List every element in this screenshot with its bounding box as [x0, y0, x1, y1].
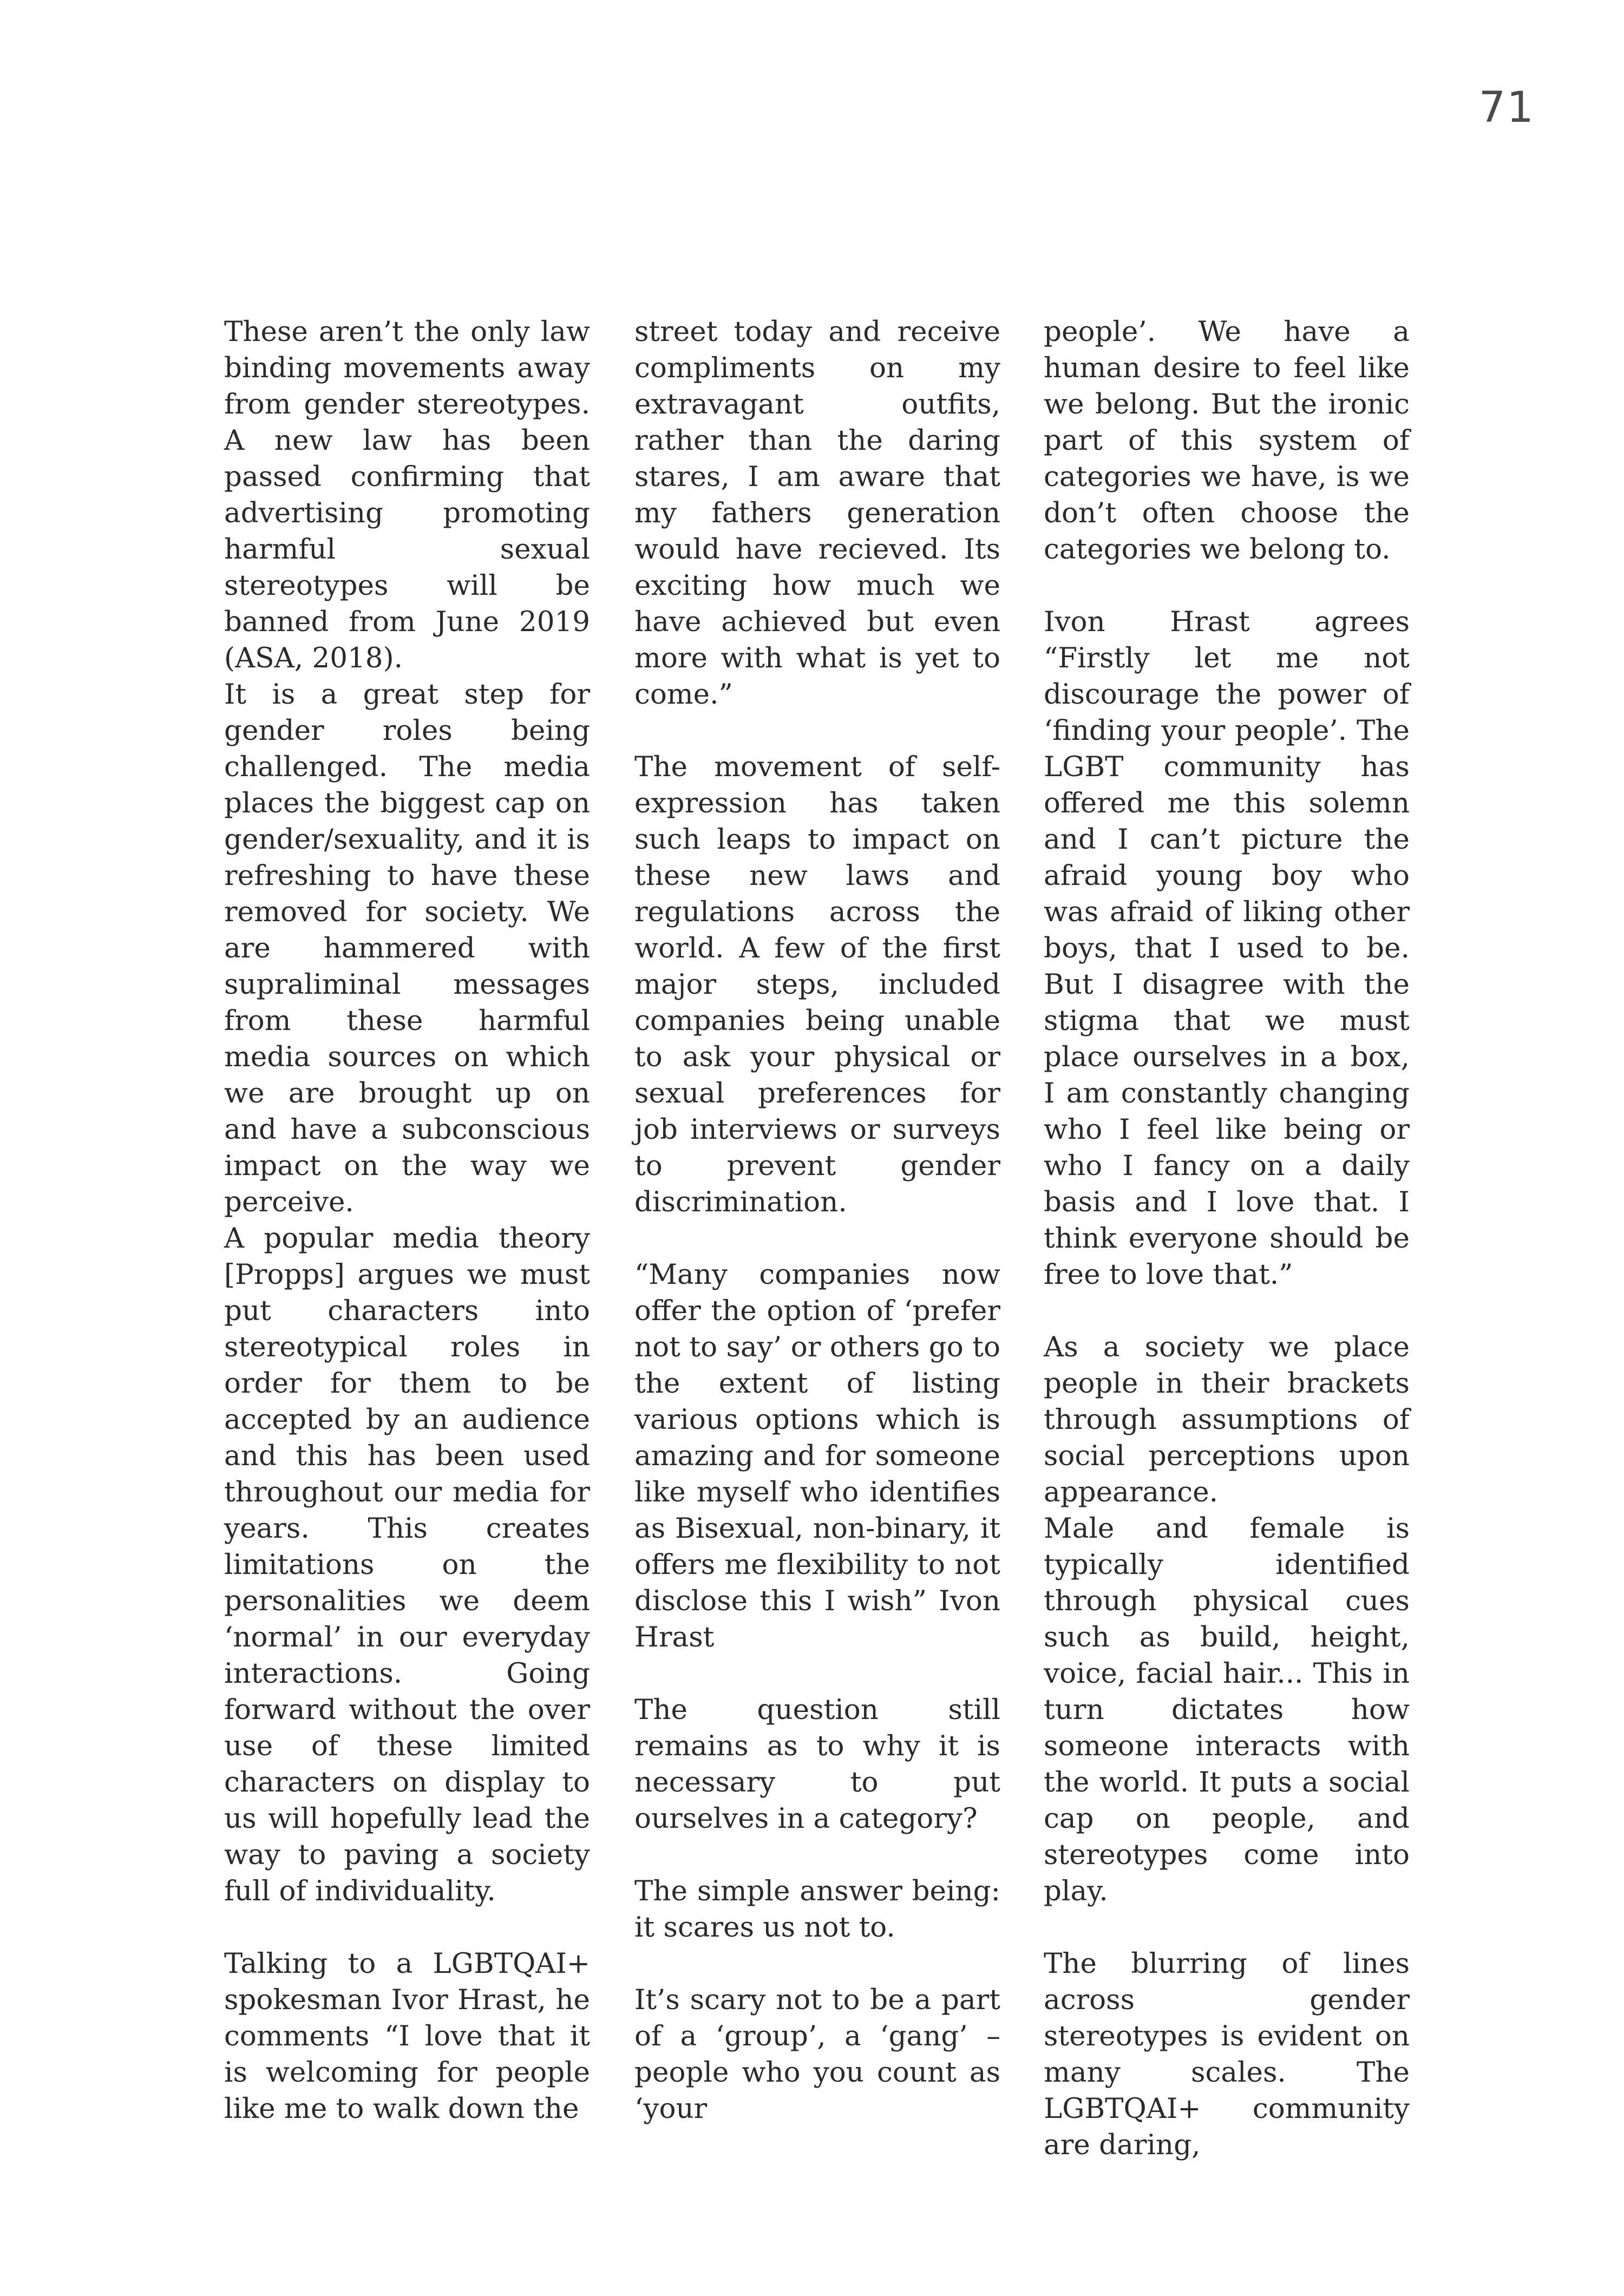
paragraph: Male and female is typically identified through physical cues such as build, height, voice, facial hair... This in turn dictates how someone interacts with the world. It puts a social cap on people, and stereotypes come into play. — [1044, 1512, 1410, 1907]
text-column-1 — [224, 314, 590, 2127]
paragraph: Talking to a LGBTQAI+ spokesman Ivor Hrast, he comments “I love that it is welcoming for people like me to walk down the — [224, 1947, 590, 2125]
paragraph: The simple answer being: it scares us not to. — [634, 1875, 1000, 1944]
text-column-2 — [634, 314, 1000, 2127]
paragraph: The movement of self-expression has taken such leaps to impact on these new laws and regulations across the world. A few of the first major steps, included companies being unable to ask your physical or sexual preferences for job interviews or surveys to prevent gender discrimination. — [634, 751, 1000, 1218]
paragraph: As a society we place people in their brackets through assumptions of social perceptions upon appearance. — [1044, 1331, 1410, 1508]
paragraph: It’s scary not to be a part of a ‘group’, a ‘gang’ – people who you count as ‘your — [634, 1984, 1000, 2125]
page-number: 71 — [1478, 83, 1535, 132]
paragraph: Ivon Hrast agrees “Firstly let me not discourage the power of ‘finding your people’. The LGBT community has offered me this solemn and I can’t picture the afraid young boy who was afraid of liking other boys, that I used to be. But I disagree with the stigma that we must place ourselves in a box, I am constantly changing who I feel like being or who I fancy on a daily basis and I love that. I think everyone should be free to love that.” — [1044, 606, 1410, 1291]
paragraph: people’. We have a human desire to feel like we belong. But the ironic part of this system of categories we have, is we don’t often choose the categories we belong to. — [1044, 316, 1410, 566]
text-column-3 — [1044, 314, 1410, 2163]
paragraph: The question still remains as to why it is necessary to put ourselves in a category? — [634, 1694, 1000, 1835]
paragraph: street today and receive compliments on my extravagant outfits, rather than the daring stares, I am aware that my fathers generation would have recieved. Its exciting how much we have achieved but even more with what is yet to come.” — [634, 316, 1000, 711]
paragraph: The blurring of lines across gender stereotypes is evident on many scales. The LGBTQAI+ community are daring, — [1044, 1947, 1410, 2161]
paragraph: A popular media theory [Propps] argues we must put characters into stereotypical roles in order for them to be accepted by an audience and this has been used throughout our media for years. This creates limitations on the personalities we deem ‘normal’ in our everyday interactions. Going forward without the over use of these limited characters on display to us will hopefully lead the way to paving a society full of individuality. — [224, 1222, 590, 1907]
paragraph: These aren’t the only law binding movements away from gender stereotypes. A new law has been passed confirming that advertising promoting harmful sexual stereotypes will be banned from June 2019 (ASA, 2018). — [224, 316, 590, 674]
paragraph: “Many companies now offer the option of ‘prefer not to say’ or others go to the extent of listing various options which is amazing and for someone like myself who identifies as Bisexual, non-binary, it offers me flexibility to not disclose this I wish” Ivon Hrast — [634, 1258, 1000, 1654]
paragraph: It is a great step for gender roles being challenged. The media places the biggest cap on gender/sexuality, and it is refreshing to have these removed for society. We are hammered with supraliminal messages from these harmful media sources on which we are brought up on and have a subconscious impact on the way we perceive. — [224, 678, 590, 1218]
